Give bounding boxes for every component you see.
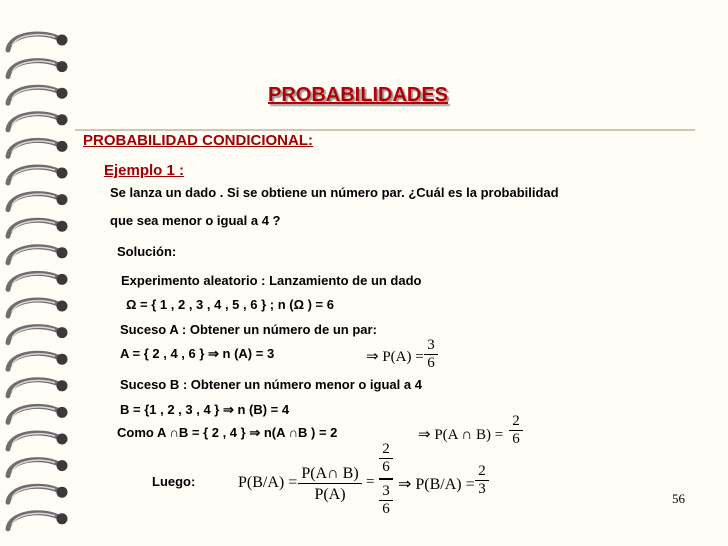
- result-numerator: 2: [478, 463, 486, 479]
- page-number: 56: [672, 491, 685, 506]
- binding-hole: [57, 141, 68, 152]
- binding-hole: [57, 380, 68, 391]
- event-a-description: Suceso A : Obtener un número de un par:: [120, 322, 377, 337]
- section-heading: PROBABILIDAD CONDICIONAL:: [83, 132, 313, 149]
- prob-a-label: ⇒ P(A) =: [366, 349, 424, 365]
- binding-hole: [57, 407, 68, 418]
- binding-hole: [57, 354, 68, 365]
- prob-intersection-label: ⇒ P(A ∩ B) =: [418, 427, 504, 443]
- prob-a-denominator: 6: [427, 355, 435, 371]
- problem-line-1: Se lanza un dado . Si se obtiene un número par. ¿Cuál es la probabilidad: [110, 185, 559, 200]
- prob-a-numerator: 3: [427, 337, 435, 353]
- binding-hole: [57, 274, 68, 285]
- inner-bottom-denominator: 6: [382, 500, 390, 517]
- equals-sign: =: [366, 474, 375, 490]
- binding-hole: [57, 327, 68, 338]
- binding-hole: [57, 513, 68, 524]
- inner-top-denominator: 6: [382, 459, 390, 475]
- inner-bottom-numerator: 3: [382, 482, 390, 499]
- binding-hole: [57, 434, 68, 445]
- result-denominator: 3: [478, 481, 486, 497]
- prob-intersection-numerator: 2: [512, 413, 520, 429]
- main-fraction-bar: [379, 478, 393, 480]
- binding-hole: [57, 61, 68, 72]
- binding-hole: [57, 168, 68, 179]
- binding-hole: [57, 88, 68, 99]
- formula-denominator: P(A): [314, 486, 346, 503]
- inner-top-numerator: 2: [382, 441, 390, 457]
- result-fraction: [475, 463, 489, 498]
- spiral-binding: [0, 0, 80, 546]
- prob-intersection-denominator: 6: [512, 431, 520, 447]
- sample-space-line: Ω = { 1 , 2 , 3 , 4 , 5 , 6 } ; n (Ω ) = 6: [126, 297, 334, 312]
- formula-numerator: P(A∩ B): [301, 465, 359, 482]
- event-a-set: A = { 2 , 4 , 6 } ⇒ n (A) = 3: [120, 346, 275, 361]
- conditional-prob-lhs: P(B/A) =: [238, 474, 298, 491]
- solution-label: Solución:: [117, 244, 177, 259]
- binding-hole: [57, 487, 68, 498]
- page-title: PROBABILIDADES: [268, 84, 449, 106]
- experiment-text: Experimento aleatorio : Lanzamiento de un dado: [121, 273, 422, 288]
- binding-hole: [57, 301, 68, 312]
- compound-fraction: [379, 441, 393, 518]
- binding-hole: [57, 221, 68, 232]
- event-b-set: B = {1 , 2 , 3 , 4 } ⇒ n (B) = 4: [120, 402, 290, 417]
- header-divider: [75, 129, 695, 131]
- prob-intersection-fraction: [509, 413, 523, 448]
- binding-hole: [57, 460, 68, 471]
- binding-hole: [57, 247, 68, 258]
- formula-fraction: [298, 464, 362, 506]
- binding-hole: [57, 35, 68, 46]
- event-b-description: Suceso B : Obtener un número menor o igual a 4: [120, 377, 422, 392]
- binding-hole: [57, 114, 68, 125]
- example-label: Ejemplo 1 :: [104, 162, 185, 179]
- binding-hole: [57, 194, 68, 205]
- intersection-text: Como A ∩B = { 2 , 4 } ⇒ n(A ∩B ) = 2: [117, 425, 338, 440]
- conclusion-label: Luego:: [152, 474, 196, 489]
- prob-a-fraction: [424, 337, 438, 372]
- problem-line-2: que sea menor o igual a 4 ?: [110, 213, 281, 228]
- result-lhs: ⇒ P(B/A) =: [398, 476, 475, 493]
